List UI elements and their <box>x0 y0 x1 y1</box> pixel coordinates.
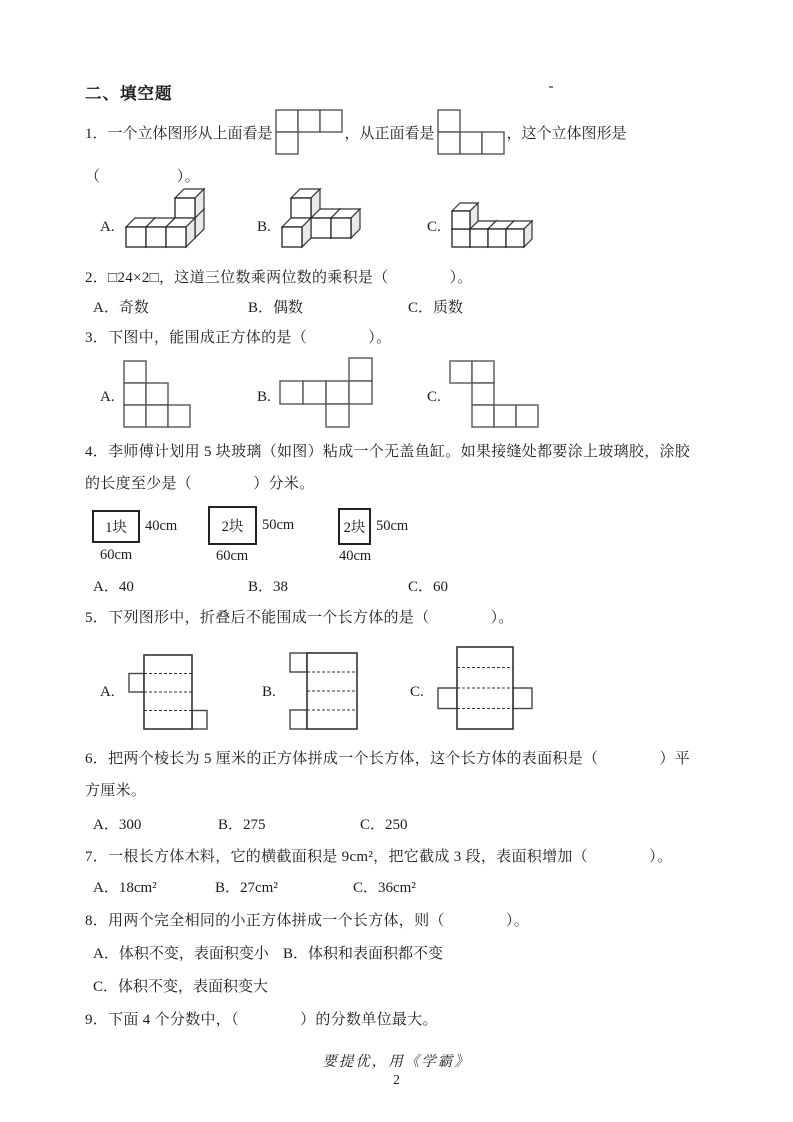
q8-options-row2 <box>93 975 743 999</box>
q2-option-a: A．奇数 <box>93 300 149 316</box>
question-1-line1 <box>85 104 627 160</box>
glass-panel-1-rect <box>92 510 140 543</box>
net-figure-a <box>123 360 191 428</box>
q3-text: 3．下图中，能围成正方体的是（ ）。 <box>85 330 392 346</box>
q7-options <box>93 876 743 900</box>
q8-option-a: A．体积不变，表面积变小 <box>93 946 269 962</box>
q4-options <box>93 575 743 599</box>
q5-figure-a-group <box>100 641 209 731</box>
q4-text-line1: 4．李师傅计划用 5 块玻璃（如图）粘成一个无盖鱼缸。如果接缝处都要涂上玻璃胶，涂胶 <box>85 444 691 460</box>
glass-panel-2-height-label: 50cm <box>262 517 295 533</box>
glass-panel-1-height-label: 40cm <box>145 518 178 534</box>
q4-option-c: C．60 <box>408 579 449 595</box>
q1-text-after: ，这个立体图形是 <box>506 125 627 142</box>
glass-panel-3-rect <box>338 508 371 545</box>
glass-panel-2-count: 2块 <box>221 519 244 535</box>
q1-option-a <box>100 184 208 250</box>
q1-options-row <box>0 184 793 254</box>
q1-front-view-figure <box>437 109 505 155</box>
cube-figure-b <box>280 186 364 250</box>
q8-option-b: B．体积和表面积都不变 <box>283 946 444 962</box>
q6-option-b: B．275 <box>218 817 266 833</box>
q6-options <box>93 813 743 837</box>
stray-mark <box>549 86 553 88</box>
glass-panel-2 <box>208 506 318 566</box>
q7-option-a: A．18cm² <box>93 880 157 896</box>
glass-panel-1 <box>92 506 202 566</box>
q7-text: 7．一根长方体木料，它的横截面积是 9cm²，把它截成 3 段，表面积增加（ ）。 <box>85 849 673 865</box>
q7-option-b: B．27cm² <box>215 880 278 896</box>
q8-option-c: C．体积不变，表面积变大 <box>93 979 269 995</box>
q6-option-c: C．250 <box>360 817 408 833</box>
glass-panel-3-count: 2块 <box>343 520 366 536</box>
q2-option-c: C．质数 <box>408 300 464 316</box>
fold-net-figure-a <box>127 653 209 731</box>
q1-top-view-figure <box>275 109 343 155</box>
q5-figure-a-label: A. <box>100 684 115 700</box>
q1-option-c-label: C. <box>427 219 441 235</box>
glass-panel-1-count: 1块 <box>105 520 127 536</box>
q5-figures-row <box>0 641 793 733</box>
q5-figure-c-label: C. <box>410 684 424 700</box>
glass-panel-3-width-label: 40cm <box>339 548 372 564</box>
q3-net-c-label: C. <box>427 389 441 405</box>
q5-figure-b-group <box>262 641 376 731</box>
q3-nets-row <box>0 352 793 432</box>
q4-text-line2: 的长度至少是（ ）分米。 <box>85 476 315 492</box>
q3-net-a-label: A. <box>100 389 115 405</box>
net-figure-c <box>449 360 539 428</box>
q2-option-b: B．偶数 <box>248 300 304 316</box>
glass-panel-2-rect <box>208 506 257 545</box>
q5-figure-c-group <box>410 641 534 731</box>
q1-text-before: 1．一个立体图形从上面看是 <box>85 125 273 142</box>
q5-figure-b-label: B. <box>262 684 276 700</box>
q8-text: 8．用两个完全相同的小正方体拼成一个长方体，则（ ）。 <box>85 913 530 929</box>
q3-net-a-group <box>100 352 191 428</box>
page-number: 2 <box>393 1072 400 1087</box>
q7-option-c: C．36cm² <box>353 880 416 896</box>
cube-figure-a <box>124 186 208 250</box>
q6-text-line2: 方厘米。 <box>85 783 147 799</box>
q6-text-line1: 6．把两个棱长为 5 厘米的正方体拼成一个长方体，这个长方体的表面积是（ ）平 <box>85 751 691 767</box>
q2-options <box>93 296 743 320</box>
q1-option-c <box>427 184 536 250</box>
q1-option-b-label: B. <box>257 219 271 235</box>
q4-glass-diagram <box>0 506 793 568</box>
glass-panel-3-height-label: 50cm <box>376 518 409 534</box>
q9-text: 9．下面 4 个分数中，（ ）的分数单位最大。 <box>85 1012 438 1028</box>
q3-net-b-group <box>257 352 373 428</box>
fold-net-figure-b <box>288 651 376 731</box>
q5-text: 5．下列图形中，折叠后不能围成一个长方体的是（ ）。 <box>85 610 514 626</box>
net-figure-b <box>279 357 373 428</box>
glass-panel-2-width-label: 60cm <box>216 548 249 564</box>
q2-text: 2．□24×2□，这道三位数乘两位数的乘积是（ ）。 <box>85 270 473 286</box>
q1-option-b <box>257 184 364 250</box>
fold-net-figure-c <box>436 645 534 731</box>
q1-option-a-label: A. <box>100 219 115 235</box>
q3-net-b-label: B. <box>257 389 271 405</box>
q6-option-a: A．300 <box>93 817 142 833</box>
footer-slogan: 要提优，用《学霸》 <box>322 1054 471 1070</box>
q4-option-b: B．38 <box>248 579 289 595</box>
glass-panel-1-width-label: 60cm <box>100 547 133 563</box>
section-title: 二、填空题 <box>85 85 173 103</box>
q8-options-row1 <box>93 942 743 966</box>
q1-text-mid: ，从正面看是 <box>344 125 435 142</box>
glass-panel-3 <box>338 506 438 566</box>
q1-blank-line: （ ）。 <box>85 169 200 185</box>
q3-net-c-group <box>427 352 539 428</box>
q4-option-a: A．40 <box>93 579 134 595</box>
cube-figure-c <box>450 198 536 250</box>
